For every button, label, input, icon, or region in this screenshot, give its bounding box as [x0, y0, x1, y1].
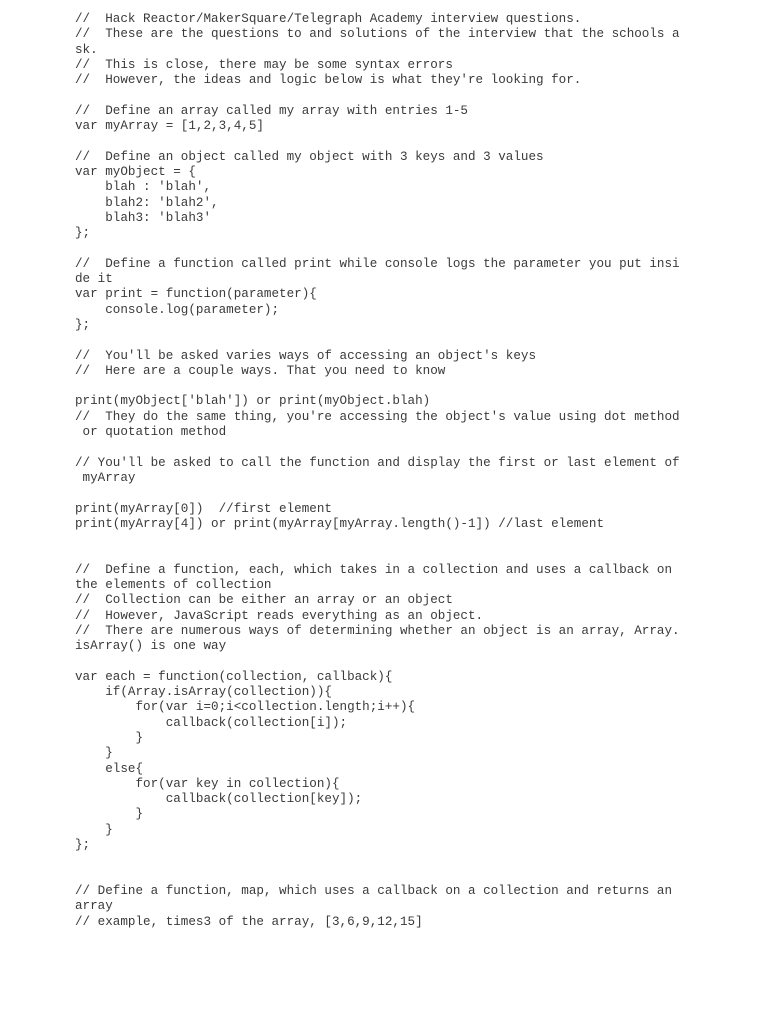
code-line: print(myArray[0]) //first element [75, 501, 332, 516]
code-line: // However, the ideas and logic below is what they're looking for. [75, 73, 582, 88]
code-line [75, 379, 685, 394]
code-line: blah2: 'blah2', [75, 195, 219, 210]
code-line [75, 88, 685, 103]
code-line: // Here are a couple ways. That you need to know [75, 363, 446, 378]
code-line: print(myArray[4]) or print(myArray[myArray.length()-1]) //last element [75, 516, 605, 531]
code-line: print(myObject['blah']) or print(myObject.blah) [75, 394, 431, 409]
code-line: var each = function(collection, callback){ [75, 669, 393, 684]
code-line: the elements of collection [75, 577, 272, 592]
code-line: myArray [75, 470, 136, 485]
code-line: var myObject = { [75, 164, 196, 179]
code-line: or quotation method [75, 425, 227, 440]
code-line [75, 532, 685, 547]
code-line: // Define a function, map, which uses a callback on a collection and returns an [75, 883, 673, 898]
code-line: // example, times3 of the array, [3,6,9,12,15] [75, 914, 423, 929]
code-line: } [75, 822, 113, 837]
code-line: callback(collection[i]); [75, 715, 348, 730]
code-line: sk. [75, 42, 98, 57]
code-line: }; [75, 838, 91, 853]
code-line: for(var i=0;i<collection.length;i++){ [75, 700, 416, 715]
code-line [75, 486, 685, 501]
code-line [75, 547, 685, 562]
code-line: }; [75, 226, 91, 241]
code-line: // Define a function, each, which takes in a collection and uses a callback on [75, 562, 673, 577]
code-line: var myArray = [1,2,3,4,5] [75, 119, 264, 134]
code-line: // You'll be asked to call the function and display the first or last element of [75, 455, 680, 470]
code-listing [75, 12, 685, 930]
code-line: var print = function(parameter){ [75, 287, 317, 302]
code-line: array [75, 899, 113, 914]
code-line: } [75, 746, 113, 761]
code-line: console.log(parameter); [75, 302, 280, 317]
code-line: // Hack Reactor/MakerSquare/Telegraph Academy interview questions. [75, 12, 582, 26]
code-line: de it [75, 272, 113, 287]
code-line: // However, JavaScript reads everything as an object. [75, 608, 484, 623]
code-line: // There are numerous ways of determining whether an object is an array, Array. [75, 623, 680, 638]
code-line: // Collection can be either an array or an object [75, 593, 453, 608]
code-line: } [75, 807, 144, 822]
code-line: blah3: 'blah3' [75, 210, 212, 225]
code-line [75, 134, 685, 149]
code-line: }; [75, 317, 91, 332]
code-line: // Define an object called my object with 3 keys and 3 values [75, 149, 544, 164]
code-line: if(Array.isArray(collection)){ [75, 685, 332, 700]
code-line: // Define a function called print while console logs the parameter you put insi [75, 256, 680, 271]
code-line: else{ [75, 761, 144, 776]
code-line: } [75, 730, 144, 745]
code-line: callback(collection[key]); [75, 792, 363, 807]
code-line [75, 440, 685, 455]
code-line [75, 654, 685, 669]
code-line [75, 853, 685, 868]
code-line: // These are the questions to and solutions of the interview that the schools a [75, 27, 680, 42]
code-line [75, 869, 685, 884]
code-line: // This is close, there may be some syntax errors [75, 57, 453, 72]
code-line: blah : 'blah', [75, 180, 212, 195]
code-line: // You'll be asked varies ways of accessing an object's keys [75, 348, 537, 363]
code-line [75, 333, 685, 348]
code-line: for(var key in collection){ [75, 776, 340, 791]
code-line: isArray() is one way [75, 639, 227, 654]
code-line: // Define an array called my array with entries 1-5 [75, 103, 468, 118]
code-line [75, 241, 685, 256]
code-line: // They do the same thing, you're accessing the object's value using dot method [75, 409, 680, 424]
